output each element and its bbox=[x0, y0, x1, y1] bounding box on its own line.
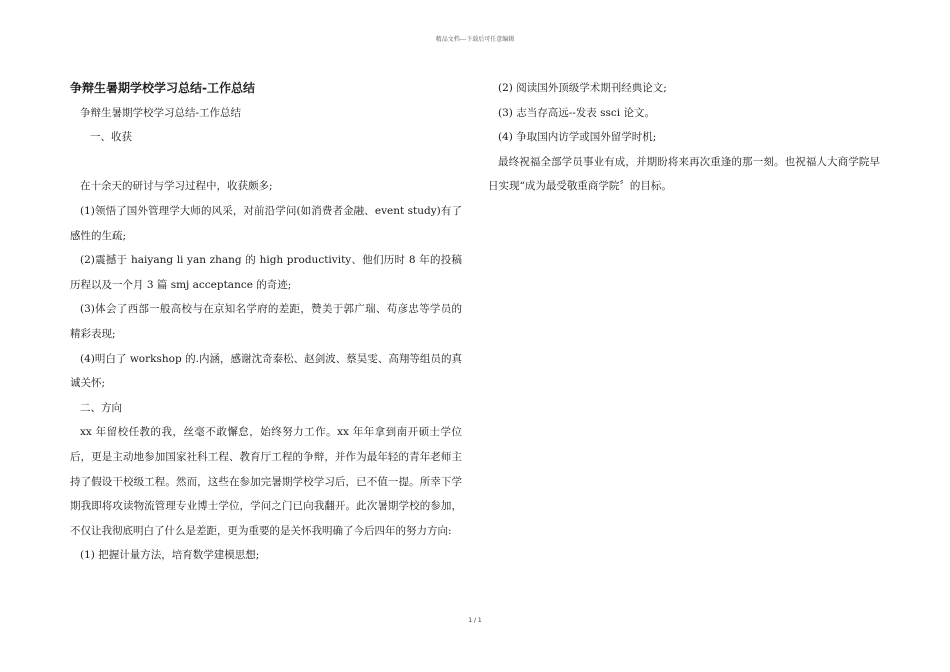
paragraph-harvest-1: (1)领悟了国外管理学大师的风采，对前沿学问(如消费者金融、event study)有了感性的生疏; bbox=[70, 204, 462, 242]
paragraph-harvest-2: (2)震撼于 haiyang li yan zhang 的 high productivity、他们历时 8 年的投稿历程以及一个月 3 篇 smj acceptance 的奇迹; bbox=[70, 254, 462, 291]
page-header: 精品文档---下载后可任意编辑 bbox=[435, 36, 515, 43]
right-column bbox=[488, 76, 880, 199]
paragraph-direction-2: (2) 阅读国外顶级学术期刊经典论文; bbox=[498, 82, 667, 94]
blank-line bbox=[70, 150, 462, 175]
section-heading-direction: 二、方向 bbox=[80, 401, 122, 414]
section-heading-harvest: 一、收获 bbox=[90, 131, 132, 144]
paragraph-direction-3: (3) 志当存高远--发表 ssci 论文。 bbox=[498, 106, 655, 119]
paragraph-direction-1: (1) 把握计量方法，培育数学建模思想; bbox=[80, 549, 260, 562]
left-column bbox=[70, 76, 462, 568]
paragraph-harvest-4: (4)明白了 workshop 的.内涵，感谢沈奇泰松、赵剑波、蔡昊雯、高翔等组员的真诚关怀; bbox=[70, 352, 462, 390]
paragraph-direction: xx 年留校任教的我，丝毫不敢懈怠，始终努力工作。xx 年年拿到南开硕士学位后，更是主动地参加国家社科工程、教育厅工程的争辩，并作为最年轻的青年老师主持了假设干校级工程。然而，这些在参加完暑期学校学习后，已不值一提。所幸下学期我即将攻读物流管理专业博士学位，学问之门已向我翻开。此次暑期学校的参加，不仅让我彻底明白了什么是差距，更为重要的是关怀我明确了今后四年的努力方向: bbox=[70, 426, 462, 537]
page-number: 1 / 1 bbox=[468, 617, 482, 624]
paragraph-intro: 在十余天的研讨与学习过程中，收获颇多; bbox=[80, 180, 273, 193]
paragraph-direction-4: (4) 争取国内访学或国外留学时机; bbox=[498, 131, 657, 144]
paragraph-harvest-3: (3)体会了西部一般高校与在京知名学府的差距，赞美于郭广瑞、苟彦忠等学员的精彩表现; bbox=[70, 303, 462, 340]
paragraph-closing: 最终祝福全部学员事业有成，并期盼将来再次重逢的那一刻。也祝福人大商学院早日实现“成为最受敬重商学院〞的目标。 bbox=[488, 155, 880, 193]
subtitle-paragraph: 争辩生暑期学校学习总结-工作总结 bbox=[80, 106, 242, 119]
document-title: 争辩生暑期学校学习总结-工作总结 bbox=[70, 81, 255, 95]
